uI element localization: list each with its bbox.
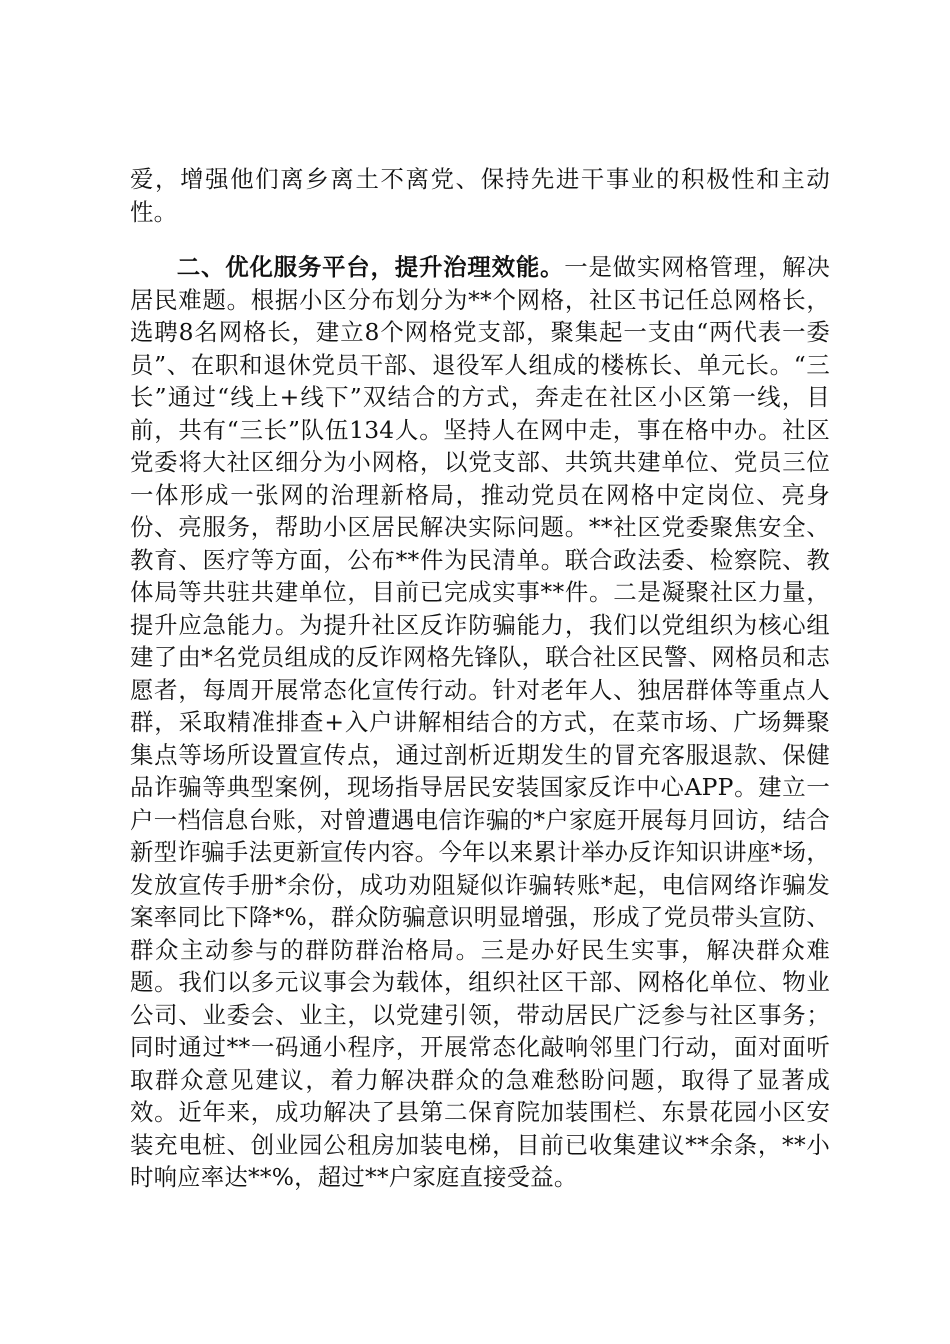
section-body-text: 一是做实网格管理，解决居民难题。根据小区分布划分为**个网格，社区书记任总网格长，选聘8名网格长，建立8个网格党支部，聚集起一支由“两代表一委员”、在职和退休党员干部、退役军人组成的楼栋长、单元长。“三长”通过“线上+线下”双结合的方式，奔走在社区小区第一线，目前，共有“三长”队伍134人。坚持人在网中走，事在格中办。社区党委将大社区细分为小网格，以党支部、共筑共建单位、党员三位一体形成一张网的治理新格局，推动党员在网格中定岗位、亮身份、亮服务，帮助小区居民解决实际问题。**社区党委聚焦安全、教育、医疗等方面，公布**件为民清单。联合政法委、检察院、教体局等共驻共建单位，目前已完成实事**件。二是凝聚社区力量，提升应急能力。为提升社区反诈防骗能力，我们以党组织为核心组建了由*名党员组成的反诈网格先锋队，联合社区民警、网格员和志愿者，每周开展常态化宣传行动。针对老年人、独居群体等重点人群，采取精准排查+入户讲解相结合的方式，在菜市场、广场舞聚集点等场所设置宣传点，通过剖析近期发生的冒充客服退款、保健品诈骗等典型案例，现场指导居民安装国家反诈中心APP。建立一户一档信息台账，对曾遭遇电信诈骗的*户家庭开展每月回访，结合新型诈骗手法更新宣传内容。今年以来累计举办反诈知识讲座*场，发放宣传手册*余份，成功劝阻疑似诈骗转账*起，电信网络诈骗发案率同比下降*%，群众防骗意识明显增强，形成了党员带头宣防、群众主动参与的群防群治格局。三是办好民生实事，解决群众难题。我们以多元议事会为载体，组织社区干部、网格化单位、物业公司、业委会、业主，以党建引领，带动居民广泛参与社区事务；同时通过**一码通小程序，开展常态化敲响邻里门行动，面对面听取群众意见建议，着力解决群众的急难愁盼问题，取得了显著成效。近年来，成功解决了县第二保育院加装围栏、东景花园小区安装充电桩、创业园公租房加装电梯，目前已收集建议**余条，**小时响应率达**%，超过**户家庭直接受益。 [130,253,830,1191]
paragraph-section-two [130,251,830,1194]
section-heading: 二、优化服务平台，提升治理效能。 [176,253,565,281]
paragraph-1-text: 爱，增强他们离乡离土不离党、保持先进干事业的积极性和主动性。 [130,165,830,226]
paragraph-continuation [130,163,830,228]
